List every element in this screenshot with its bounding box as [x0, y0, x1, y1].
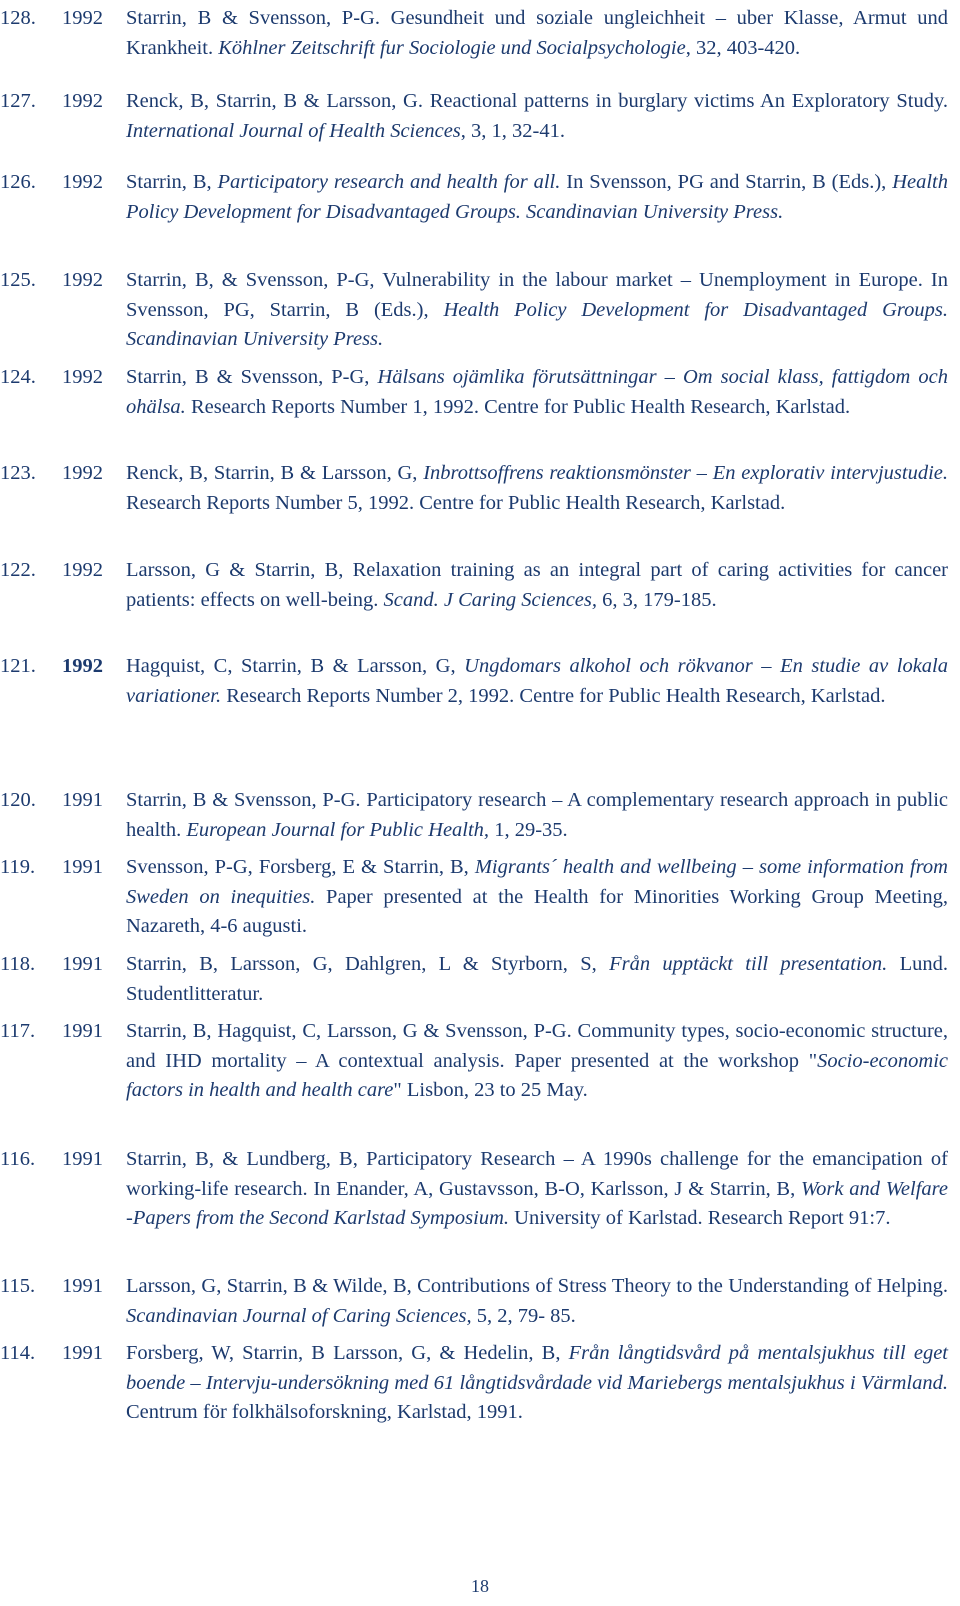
citation-segment: 6, 3, 179-185.	[597, 588, 717, 611]
bibliography-entry	[0, 1272, 948, 1331]
entry-citation	[126, 652, 948, 711]
entry-year: 1992	[62, 559, 103, 581]
bibliography-entry	[0, 87, 948, 146]
entry-number: 118.	[0, 953, 36, 975]
entry-citation	[126, 459, 948, 518]
bibliography-entry	[0, 4, 948, 63]
bibliography-entry	[0, 1145, 948, 1234]
entry-year: 1992	[62, 462, 103, 484]
page-number: 18	[471, 1576, 489, 1596]
citation-segment: Starrin, B, & Lundberg, B, Participatory Research – A 1990s challenge for the emancipation of working-life research. In Enander, A, Gustavsson, B-O, Karlsson, J & Starrin, B,	[126, 1148, 948, 1200]
citation-italic-segment: Köhlner Zeitschrift fur Sociologie und Socialpsychologie	[218, 36, 686, 59]
bibliography-entry	[0, 786, 948, 845]
citation-segment: In Svensson, PG and Starrin, B (Eds.),	[560, 171, 893, 193]
citation-italic-segment: International Journal of Health Sciences	[126, 119, 461, 142]
citation-segment: Research Reports Number 2, 1992. Centre for Public Health Research, Karlstad.	[221, 684, 886, 707]
citation-segment: , 3, 1, 32-41.	[460, 119, 565, 142]
citation-segment: , 32, 403-420.	[685, 36, 801, 59]
entry-year: 1992	[62, 90, 103, 112]
citation-italic-segment: Participatory research and health for all.	[217, 171, 561, 193]
citation-segment: Starrin, B, Hagquist, C, Larsson, G & Svensson, P-G. Community types, socio-economic structure, and IHD mortality – A contextual analysis. Paper presented at the workshop "	[126, 1020, 948, 1072]
citation-italic-segment: Work and Welfare -Papers from the Second Karlstad Symposium.	[126, 1177, 948, 1229]
citation-italic-segment: Health Policy Development for Disadvantaged Groups. Scandinavian University Press.	[126, 298, 948, 350]
bibliography-entry	[0, 266, 948, 355]
entry-number: 126.	[0, 171, 36, 193]
entry-number: 117.	[0, 1020, 36, 1042]
entry-number: 124.	[0, 366, 36, 388]
citation-italic-segment: Hälsans ojämlika förutsättningar – Om social klass, fattigdom och ohälsa.	[126, 366, 949, 418]
citation-italic-segment: Scandinavian Journal of Caring Sciences,	[126, 1304, 472, 1327]
citation-segment: Larsson, G, Starrin, B & Wilde, B, Contributions of Stress Theory to the Understanding of Helping.	[126, 1275, 948, 1297]
entry-year: 1991	[62, 1342, 103, 1364]
citation-segment: Larsson, G & Starrin, B, Relaxation training as an integral part of caring activities for cancer patients: effects on well-being.	[126, 559, 948, 611]
entry-citation	[126, 1339, 948, 1428]
entry-year: 1991	[62, 1275, 103, 1297]
citation-italic-segment: Från långtidsvård på mentalsjukhus till eget boende – Intervju-undersökning med 61 långtidsvårdade vid Mariebergs mentalsjukhus i Värmland.	[126, 1342, 949, 1394]
bibliography-entry	[0, 1017, 948, 1106]
citation-segment: 5, 2, 79- 85.	[471, 1304, 576, 1327]
bibliography-entry	[0, 459, 948, 518]
entry-number: 116.	[0, 1148, 36, 1170]
entry-citation	[126, 87, 948, 146]
citation-segment: Starrin, B, & Svensson, P-G, Vulnerability in the labour market – Unemployment in Europe. In Svensson, PG, Starrin, B (Eds.),	[126, 269, 948, 321]
citation-italic-segment: Scand. J Caring Sciences,	[383, 588, 598, 611]
entry-number: 121.	[0, 655, 36, 677]
bibliography-entry	[0, 1339, 948, 1428]
entry-year: 1991	[62, 1148, 103, 1170]
bibliography-entry	[0, 556, 948, 615]
entry-citation	[126, 168, 948, 227]
citation-italic-segment: Ungdomars alkohol och rökvanor – En studie av lokala variationer.	[126, 655, 948, 707]
bibliography-entry	[0, 168, 948, 227]
bibliography-entry	[0, 853, 948, 942]
entry-number: 120.	[0, 789, 36, 811]
entry-number: 127.	[0, 90, 36, 112]
citation-segment: Renck, B, Starrin, B & Larsson, G. Reactional patterns in burglary victims An Exploratory Study.	[126, 90, 948, 112]
entry-citation	[126, 1017, 948, 1106]
entry-number: 115.	[0, 1275, 36, 1297]
entry-year: 1991	[62, 1020, 103, 1042]
citation-segment: Svensson, P-G, Forsberg, E & Starrin, B,	[126, 856, 475, 878]
entry-year: 1991	[62, 953, 103, 975]
citation-segment: Research Reports Number 1, 1992. Centre for Public Health Research, Karlstad.	[185, 395, 851, 418]
entry-year: 1992	[62, 171, 103, 193]
entry-number: 128.	[0, 7, 36, 29]
bibliography-entry	[0, 363, 948, 422]
citation-segment: Research Reports Number 5, 1992. Centre for Public Health Research, Karlstad.	[126, 491, 786, 514]
entry-citation	[126, 363, 948, 422]
citation-segment: University of Karlstad. Research Report 91:7.	[509, 1207, 891, 1229]
citation-segment: 1, 29-35.	[489, 818, 568, 841]
entry-citation	[126, 556, 948, 615]
entry-citation	[126, 853, 948, 942]
citation-segment: Starrin, B, Larsson, G, Dahlgren, L & Styrborn, S,	[126, 953, 610, 975]
entry-year: 1992	[62, 7, 103, 29]
entry-citation	[126, 1145, 948, 1234]
entry-year: 1992	[62, 366, 103, 388]
citation-segment: Starrin, B & Svensson, P-G. Gesundheit und soziale ungleichheit – uber Klasse, Armut und Krankheit.	[126, 7, 948, 59]
citation-italic-segment: Från upptäckt till presentation.	[609, 953, 888, 975]
entry-year: 1992	[62, 269, 103, 291]
bibliography-entry	[0, 652, 948, 711]
citation-italic-segment: Inbrottsoffrens reaktionsmönster – En explorativ intervjustudie.	[423, 462, 948, 484]
entry-citation	[126, 4, 948, 63]
entry-citation	[126, 266, 948, 355]
entry-number: 122.	[0, 559, 36, 581]
entry-number: 119.	[0, 856, 36, 878]
citation-italic-segment: European Journal for Public Health,	[186, 818, 490, 841]
citation-italic-segment: Migrants´ health and wellbeing – some information from Sweden on inequities.	[126, 856, 948, 908]
entry-number: 114.	[0, 1342, 36, 1364]
entry-number: 123.	[0, 462, 36, 484]
entry-year: 1991	[62, 789, 103, 811]
entry-citation	[126, 950, 948, 1009]
citation-segment: Renck, B, Starrin, B & Larsson, G,	[126, 462, 424, 484]
citation-segment: Centrum för folkhälsoforskning, Karlstad, 1991.	[126, 1401, 523, 1423]
citation-segment: Starrin, B,	[126, 171, 218, 193]
citation-segment: Starrin, B & Svensson, P-G. Participatory research – A complementary research approach in public health.	[126, 789, 948, 841]
citation-italic-segment: Health Policy Development for Disadvantaged Groups. Scandinavian University Press.	[126, 171, 948, 223]
citation-segment: Paper presented at the Health for Minorities Working Group Meeting, Nazareth, 4-6 augusti.	[126, 885, 948, 937]
entry-number: 125.	[0, 269, 36, 291]
entry-year: 1991	[62, 856, 103, 878]
citation-segment: Lund. Studentlitteratur.	[126, 953, 948, 1005]
citation-segment: Forsberg, W, Starrin, B Larsson, G, & Hedelin, B,	[126, 1342, 569, 1364]
entry-citation	[126, 1272, 948, 1331]
citation-italic-segment: Socio-economic factors in health and health care	[126, 1049, 948, 1101]
entry-year: 1992	[62, 655, 103, 677]
citation-segment: Hagquist, C, Starrin, B & Larsson, G,	[126, 655, 465, 677]
entry-citation	[126, 786, 948, 845]
citation-segment: " Lisbon, 23 to 25 May.	[393, 1079, 588, 1101]
bibliography-entry	[0, 950, 948, 1009]
citation-segment: Starrin, B & Svensson, P-G,	[126, 366, 378, 388]
